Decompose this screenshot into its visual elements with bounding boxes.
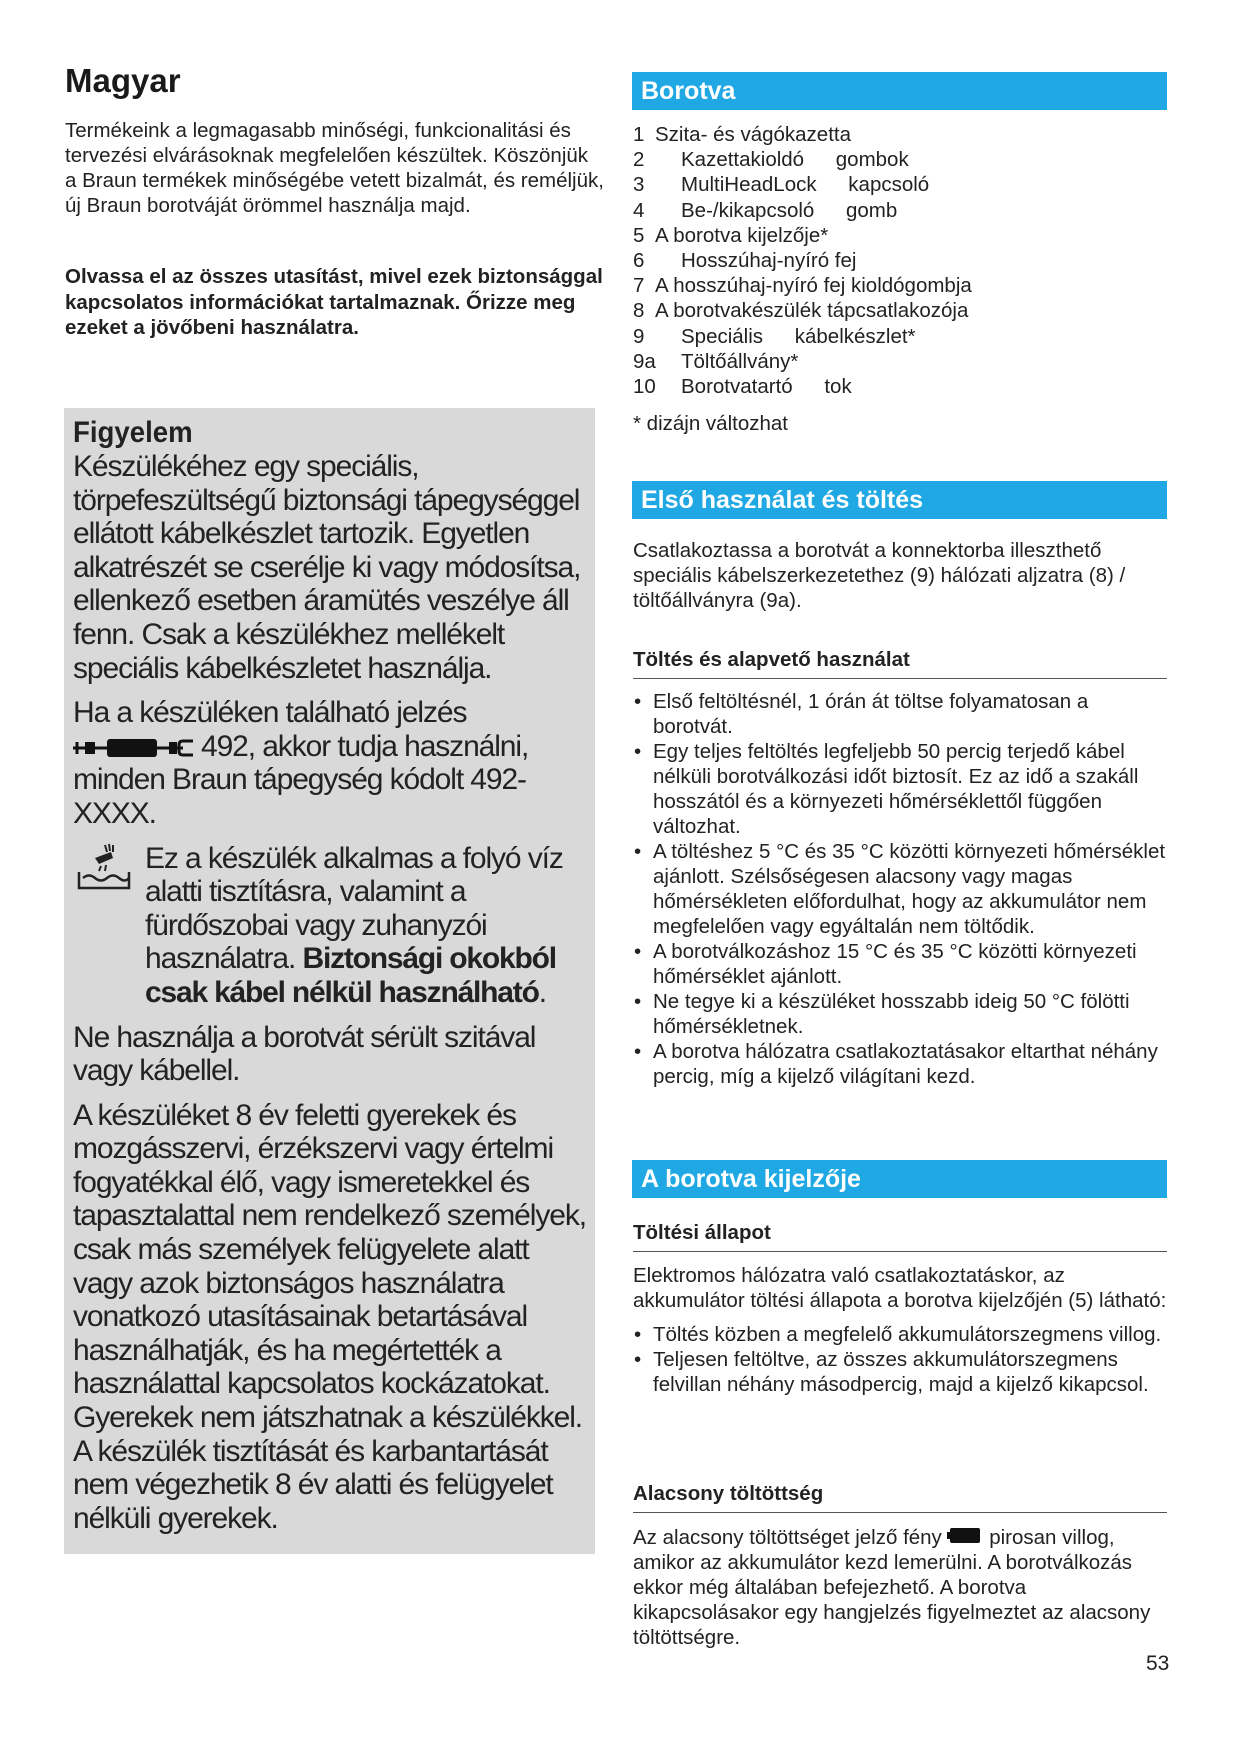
warning-paragraph-2: [73, 696, 586, 830]
warning-p2-pre: Ha a készüléken található jelzés: [73, 696, 467, 730]
first-use-header: Első használat és töltés: [632, 481, 1167, 519]
list-item: • Első feltöltésnél, 1 órán át töltse folyamatosan a borotvát.: [633, 689, 1173, 739]
plug-symbol-icon: [73, 737, 195, 759]
list-item: • A borotva hálózatra csatlakoztatásakor eltarthat néhány percig, míg a kijelző világítani kezd.: [633, 1039, 1173, 1089]
first-use-text: Csatlakoztassa a borotvát a konnektorba illeszthető speciális kábelszerkezetethez (9) hálózati aljzatra (8) / töltőállványra (9a).: [633, 539, 1126, 612]
warning-paragraph-4: Ne használja a borotvát sérült szitával vagy kábellel.: [73, 1020, 536, 1088]
low-charge-subheading: Alacsony töltöttség: [633, 1482, 1167, 1513]
warning-paragraph-5: A készüléket 8 év feletti gyerekek és mozgásszervi, érzékszervi vagy értelmi fogyatékkal élő, vagy ismeretekkel és tapasztalattal nem rendelkező személyek, csak más személyek felügyelete alatt vagy azok biztonságos használatra vonatkozó utasításainak betartásával használhatják, és ha megértették a használattal kapcsolatos kockázatokat. Gyerekek nem játszhatnak a készülékkel. A készülék tisztítását és karbantartását nem végezhetik 8 év alatti és felügyelet nélküli gyerekek.: [73, 1098, 586, 1535]
list-item: 8 A borotvakészülék tápcsatlakozója: [633, 299, 969, 323]
washable-note: [73, 842, 586, 1010]
list-item: • A borotválkozáshoz 15 °C és 35 °C közötti környezeti hőmérséklet ajánlott.: [633, 939, 1173, 989]
battery-icon: [950, 1528, 980, 1543]
washable-text: Ez a készülék alkalmas a folyó víz alatti tisztításra, valamint a fürdőszobai vagy zuhanyzói használatra. Biztonsági okokból csak kábel nélkül használható.: [145, 841, 563, 1009]
water-wash-icon: [73, 842, 135, 900]
list-item: • A töltéshez 5 °C és 35 °C közötti környezeti hőmérséklet ajánlott. Szélsőségesen alacsony vagy magas hőmérsékleten előfordulhat, hogy az akkumulátor nem megfelelően vagy egyáltalán nem töltődik.: [633, 839, 1173, 939]
list-item: 2 Kazettakioldó gombok: [633, 148, 909, 172]
list-item: • Egy teljes feltöltés legfeljebb 50 percig terjedő kábel nélküli borotválkozási időt biztosít. Ez az idő a szakáll hosszától és a környezeti hőmérséklettől függően változhat.: [633, 739, 1173, 839]
low-charge-text: Az alacsony töltöttséget jelző fény pirosan villog, amikor az akkumulátor kezd lemerülni. A borotválkozás ekkor még általában befejezhető. A borotva kikapcsolásakor egy hangjelzés figyelmeztet az alacsony töltöttségre.: [633, 1526, 1151, 1649]
list-item: 6 Hosszúhaj-nyíró fej: [633, 249, 857, 273]
charge-status-bullets: [633, 1322, 1173, 1397]
charging-bullets: [633, 689, 1173, 1089]
charge-status-text: Elektromos hálózatra való csatlakoztatáskor, az akkumulátor töltési állapota a borotva kijelzőjén (5) látható:: [633, 1264, 1167, 1312]
list-item: • Ne tegye ki a készüléket hosszabb ideig 50 °C fölötti hőmérsékletnek.: [633, 989, 1173, 1039]
display-header: A borotva kijelzője: [632, 1160, 1167, 1198]
page-title: Magyar: [65, 62, 181, 99]
warning-title: Figyelem: [73, 416, 193, 449]
borotva-header: Borotva: [632, 72, 1167, 110]
intro-text: Termékeink a legmagasabb minőségi, funkcionalitási és tervezési elvárásoknak megfelelően készültek. Köszönjük a Braun termékek minőségébe vetett bizalmát, és reméljük, új Braun borotváját örömmel használja majd.: [65, 119, 604, 217]
list-item: 9 Speciális kábelkészlet*: [633, 324, 916, 348]
warning-p2-post: 492, akkor tudja használni, minden Braun tápegység kódolt 492-XXXX.: [73, 729, 529, 830]
list-item: 5 A borotva kijelzője*: [633, 223, 829, 247]
design-note: * dizájn változhat: [633, 412, 788, 435]
list-item: 4 Be-/kikapcsoló gomb: [633, 198, 898, 222]
list-item: 9a Töltőállvány*: [633, 349, 799, 373]
list-item: 7 A hosszúhaj-nyíró fej kioldógombja: [633, 274, 972, 298]
charge-status-subheading: Töltési állapot: [633, 1221, 1167, 1252]
parts-list: [633, 122, 1173, 399]
page-number: 53: [1146, 1652, 1170, 1675]
warning-box: [64, 408, 595, 1554]
warning-paragraph-1: Készülékéhez egy speciális, törpefeszültségű biztonsági tápegységgel ellátott kábelkészlet tartozik. Egyetlen alkatrészét se cserélje ki vagy módosítsa, ellenkező esetben áramütés veszélye áll fenn. Csak a készülékhez mellékelt speciális kábelkészletet használja.: [73, 450, 581, 685]
list-item: • Töltés közben a megfelelő akkumulátorszegmens villog.: [633, 1322, 1173, 1347]
intro-bold-text: Olvassa el az összes utasítást, mivel ezek biztonsággal kapcsolatos információkat tartalmaznak. Őrizze meg ezeket a jövőbeni használatra.: [65, 265, 603, 339]
list-item: 1 Szita- és vágókazetta: [633, 123, 851, 146]
list-item: • Teljesen feltöltve, az összes akkumulátorszegmens felvillan néhány másodpercig, majd a kijelző kikapcsol.: [633, 1347, 1173, 1397]
charging-subheading: Töltés és alapvető használat: [633, 648, 1167, 679]
list-item: 3 MultiHeadLock kapcsoló: [633, 173, 930, 197]
list-item: 10 Borotvatartó tok: [633, 375, 852, 399]
